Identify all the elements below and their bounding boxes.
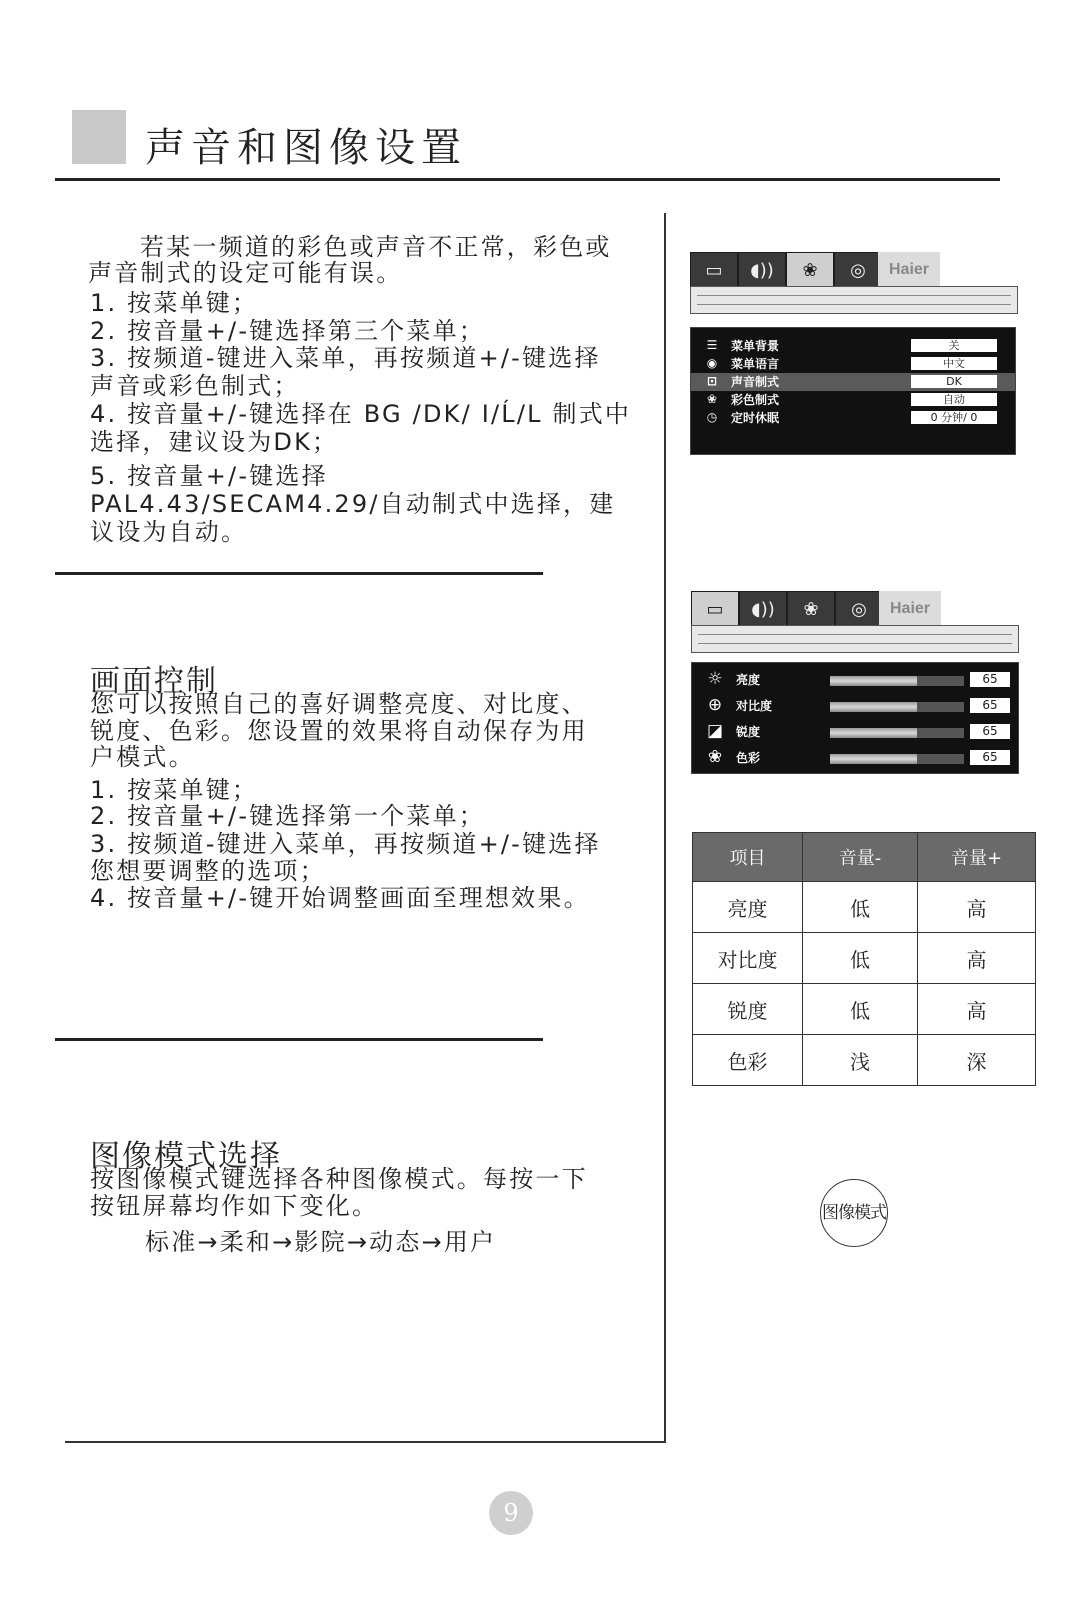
osd1-row-sleep-timer: [691, 409, 1015, 427]
section1-line: 选择，建议设为DK；: [90, 428, 339, 456]
osd1-value: DK: [911, 375, 997, 388]
osd1-value: 自动: [911, 393, 997, 406]
osd2-row-sharpness: [692, 719, 1018, 743]
osd2-label: 亮度: [736, 673, 761, 687]
table-row: [693, 933, 1036, 984]
section-rule: [55, 1038, 543, 1041]
table-cell: 对比度: [693, 933, 803, 984]
table-row: [693, 1035, 1036, 1086]
table-header: 项目: [693, 833, 803, 882]
section1-line: 5. 按音量+/-键选择: [90, 462, 328, 490]
table-cell: 低: [803, 984, 918, 1035]
osd2-value: 65: [970, 724, 1010, 739]
section1-line: 2. 按音量+/-键选择第三个菜单；: [90, 317, 485, 345]
sleep-timer-icon: ◷: [706, 410, 718, 424]
section1-line: PAL4.43/SECAM4.29/自动制式中选择，建: [90, 490, 616, 518]
contrast-icon: ⊕: [707, 695, 723, 715]
table-cell: 高: [918, 933, 1036, 984]
table-cell: 锐度: [693, 984, 803, 1035]
osd1-label: 菜单语言: [731, 357, 780, 371]
column-divider: [664, 213, 666, 1443]
table-cell: 低: [803, 933, 918, 984]
section2-line: 3. 按频道-键进入菜单，再按频道+/-键选择: [90, 830, 601, 858]
section2-line: 2. 按音量+/-键选择第一个菜单；: [90, 802, 485, 830]
table-row: [693, 882, 1036, 933]
function-tab-icon: ❀: [787, 253, 833, 287]
osd2-value: 65: [970, 672, 1010, 687]
haier-logo: Haier: [878, 252, 940, 288]
osd1-label: 声音制式: [731, 375, 780, 389]
section3-heading: 图像模式选择: [90, 1139, 282, 1174]
function-tab-icon: ❀: [788, 592, 834, 626]
section1-line: 若某一频道的彩色或声音不正常，彩色或: [140, 233, 612, 261]
picture-mode-button[interactable]: 图像模式: [820, 1179, 888, 1247]
table-cell: 高: [918, 984, 1036, 1035]
osd2-label: 色彩: [736, 751, 761, 765]
osd2-row-contrast: [692, 693, 1018, 717]
sharpness-icon: ◪: [706, 721, 724, 741]
sharpness-bar: [830, 728, 964, 738]
osd2-row-color: [692, 745, 1018, 769]
osd1-row-menu-background: [691, 337, 1015, 355]
color-system-icon: ❀: [706, 392, 718, 406]
osd2-menu: [691, 662, 1019, 774]
brightness-bar: [830, 676, 964, 686]
color-icon: ❀: [707, 747, 723, 767]
table-cell: 深: [918, 1035, 1036, 1086]
section1-line: 1. 按菜单键；: [90, 289, 259, 317]
osd1-menu: [690, 327, 1016, 455]
osd2-value: 65: [970, 750, 1010, 765]
osd1-label: 定时休眠: [731, 411, 780, 425]
osd1-value: 0 分钟/ 0: [911, 411, 997, 424]
section2-line: 锐度、色彩。您设置的效果将自动保存为用: [90, 717, 588, 745]
table-cell: 浅: [803, 1035, 918, 1086]
language-icon: ◉: [706, 356, 718, 370]
bottom-rule: [65, 1441, 665, 1443]
table-cell: 色彩: [693, 1035, 803, 1086]
section2-line: 户模式。: [90, 743, 195, 771]
sound-tab-icon: ◖)): [740, 592, 786, 626]
sound-system-icon: ⊡: [706, 374, 718, 388]
section1-line: 议设为自动。: [90, 518, 248, 546]
table-row: [693, 984, 1036, 1035]
menu-background-icon: ☰: [706, 338, 718, 352]
osd2-label: 对比度: [736, 699, 773, 713]
section2-line: 4. 按音量+/-键开始调整画面至理想效果。: [90, 884, 590, 912]
osd1-value: 中文: [911, 357, 997, 370]
section-rule: [55, 572, 543, 575]
haier-logo: Haier: [879, 591, 941, 627]
color-bar: [830, 754, 964, 764]
section1-line: 3. 按频道-键进入菜单，再按频道+/-键选择: [90, 344, 601, 372]
osd1-row-sound-system: [691, 373, 1015, 391]
table-cell: 高: [918, 882, 1036, 933]
osd2-row-brightness: [692, 667, 1018, 691]
section3-line: 按图像模式键选择各种图像模式。每按一下: [90, 1165, 588, 1193]
osd2-label: 锐度: [736, 725, 761, 739]
title-rule: [55, 178, 1000, 181]
osd2-tabbar: [691, 591, 1019, 653]
brightness-icon: ☼: [707, 669, 723, 689]
section3-line: 按钮屏幕均作如下变化。: [90, 1192, 379, 1220]
contrast-bar: [830, 702, 964, 712]
section2-line: 您想要调整的选项；: [90, 857, 326, 885]
table-header-row: [693, 833, 1036, 882]
section2-line: 1. 按菜单键；: [90, 776, 259, 804]
page-title: 声音和图像设置: [145, 125, 467, 171]
section2-heading: 画面控制: [90, 664, 218, 699]
table-header: 音量-: [803, 833, 918, 882]
table-cell: 低: [803, 882, 918, 933]
channel-tab-icon: ◎: [836, 592, 882, 626]
osd1-label: 菜单背景: [731, 339, 780, 353]
osd2-value: 65: [970, 698, 1010, 713]
section1-line: 4. 按音量+/-键选择在 BG /DK/ I/Ĺ/L 制式中: [90, 400, 632, 428]
osd1-value: 关: [911, 339, 997, 352]
adjustment-table: [692, 832, 1036, 1086]
osd1-label: 彩色制式: [731, 393, 780, 407]
title-block-decoration: [72, 110, 126, 164]
channel-tab-icon: ◎: [835, 253, 881, 287]
osd1-row-menu-language: [691, 355, 1015, 373]
section2-line: 您可以按照自己的喜好调整亮度、对比度、: [90, 690, 588, 718]
picture-tab-icon: ▭: [691, 253, 737, 287]
table-header: 音量+: [918, 833, 1036, 882]
table-cell: 亮度: [693, 882, 803, 933]
page-number: 9: [489, 1491, 533, 1535]
sound-tab-icon: ◖)): [739, 253, 785, 287]
picture-mode-sequence: 标准→柔和→影院→动态→用户: [145, 1228, 497, 1256]
section1-line: 声音制式的设定可能有误。: [88, 259, 403, 287]
osd1-tabbar: [690, 252, 1018, 314]
osd1-row-color-system: [691, 391, 1015, 409]
picture-tab-icon: ▭: [692, 592, 738, 626]
section1-line: 声音或彩色制式；: [90, 372, 300, 400]
